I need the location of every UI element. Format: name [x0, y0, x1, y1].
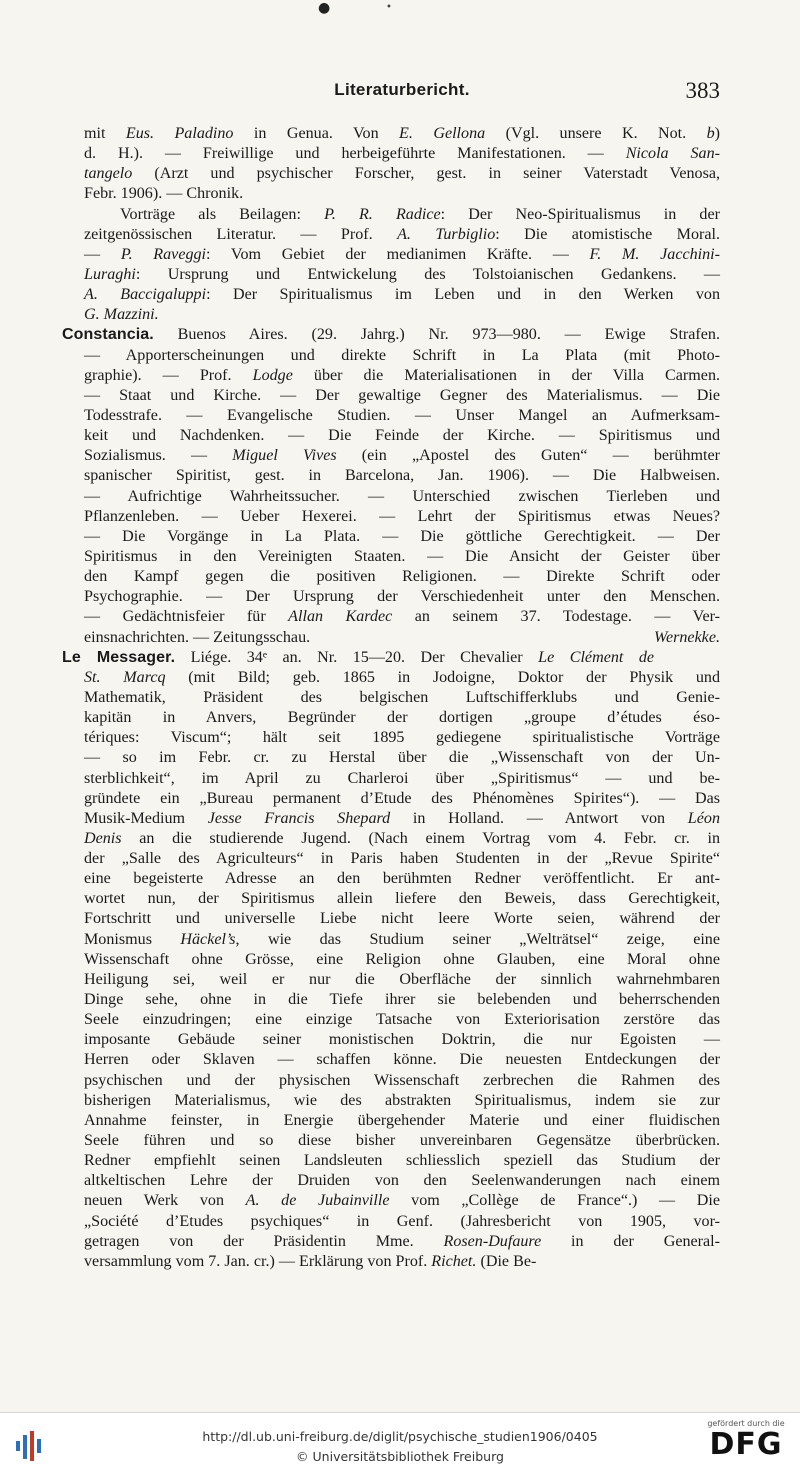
- italic-name: F. M. Jacchini-: [589, 245, 720, 263]
- text-line: [84, 1232, 720, 1252]
- italic-name: Denis: [84, 829, 122, 847]
- text-line: [84, 225, 720, 245]
- line-text: Spiritismus in den Vereinigten Staaten. — Die Ansicht der Geister über: [84, 547, 720, 565]
- line-text: (Die Be-: [476, 1252, 537, 1270]
- italic-name: Richet.: [431, 1252, 477, 1270]
- line-text: in Genua. Von: [233, 125, 400, 142]
- periodical-title: Le Messager.: [62, 648, 176, 666]
- italic-name: Le Clément de: [538, 648, 655, 666]
- text-line: [84, 245, 720, 265]
- italic-name: G. Mazzini.: [84, 306, 159, 324]
- line-text: sterblichkeit“, im April zu Charleroi über „Spiritismus“ — und be-: [84, 769, 720, 787]
- text-line: [84, 446, 720, 466]
- line-text: gründete ein „Bureau permanent d’Etude des Phénomènes Spirites“). — Das: [84, 789, 720, 807]
- paragraph-constancia: [62, 325, 721, 627]
- text-line: [84, 144, 720, 164]
- line-text: getragen von der Präsidentin Mme.: [84, 1232, 444, 1250]
- text-line: [84, 366, 720, 386]
- italic-name: Miguel Vives: [232, 447, 337, 465]
- line-text: Fortschritt und universelle Liebe nicht leere Worte seien, während der: [84, 910, 720, 928]
- text-line: [84, 728, 720, 748]
- italic-name: Lodge: [252, 366, 293, 384]
- page-header: [84, 78, 720, 106]
- line-text: imposante Gebäude seiner monistischen Doktrin, die nur Egoisten —: [84, 1031, 720, 1049]
- text-line: [84, 688, 720, 708]
- italic-name: b: [706, 125, 715, 142]
- text-line: [84, 1171, 720, 1191]
- italic-name: Eus. Paladino: [125, 125, 234, 142]
- line-text: : Die atomistische Moral.: [495, 225, 721, 243]
- text-line: [84, 1071, 720, 1091]
- italic-name: P. Raveggi: [120, 245, 207, 263]
- line-text: (mit Bild; geb. 1865 in Jodoigne, Doktor der Physik und: [165, 668, 720, 686]
- text-line: [84, 386, 720, 406]
- italic-name: Léon: [687, 809, 720, 827]
- line-text: altkeltischen Lehre der Druiden von den Seelenwanderungen nach einem: [84, 1172, 720, 1190]
- line-text: zeitgenössischen Literatur. — Prof.: [84, 225, 398, 243]
- text-line: [84, 869, 720, 889]
- text-line: [84, 205, 720, 225]
- line-text: : Ursprung und Entwickelung des Tolstoianischen Gedankens. —: [135, 265, 720, 283]
- author-signature: Wernekke.: [654, 628, 720, 646]
- text-line: [84, 587, 720, 607]
- text-line: [84, 547, 720, 567]
- line-text: keit und Nachdenken. — Die Feinde der Kirche. — Spiritismus und: [84, 427, 720, 445]
- italic-name: E. Gellona: [399, 125, 486, 142]
- text-line: [84, 930, 720, 950]
- text-line: [84, 809, 720, 829]
- line-text: : Der Neo-Spiritualismus in der: [440, 205, 720, 223]
- text-line: [84, 708, 720, 728]
- text-line: [84, 406, 720, 426]
- text-line: [84, 1151, 720, 1171]
- text-line: [84, 769, 720, 789]
- paragraph-paladino: [84, 124, 720, 205]
- line-text: spanischer Spiritist, gest. in Barcelona, Jan. 1906). — Die Halbweisen.: [84, 467, 720, 485]
- scan-mark: •: [386, 2, 392, 13]
- text-line: [84, 909, 720, 929]
- italic-name: Luraghi: [84, 265, 136, 283]
- text-line: [84, 789, 720, 809]
- italic-name: P. R. Radice: [324, 205, 441, 223]
- line-text: an die studierende Jugend. (Nach einem Vortrag vom 4. Febr. cr. in: [121, 829, 720, 847]
- italic-name: St. Marcq: [84, 668, 166, 686]
- text-line: [84, 124, 720, 144]
- text-line: [84, 668, 720, 688]
- line-text: wortet nun, der Spiritismus allein liefere den Beweis, dass Gerechtigkeit,: [84, 890, 720, 908]
- text-line: [62, 648, 720, 668]
- line-text: Febr. 1906). — Chronik.: [84, 185, 244, 203]
- text-line: [84, 1050, 720, 1070]
- italic-name: Häckel’s: [180, 930, 236, 948]
- italic-name: A. Turbiglio: [397, 225, 496, 243]
- text-line: [84, 607, 720, 627]
- text-line: [84, 1030, 720, 1050]
- italic-name: Rosen-Dufaure: [443, 1232, 542, 1250]
- line-text: tériques: Viscum“; hält seit 1895 gediegene spiritualistische Vorträge: [84, 729, 720, 747]
- line-text: in der General-: [541, 1232, 720, 1250]
- line-text: bisherigen Materialismus, wie des abstrakten Spiritualismus, indem sie zur: [84, 1091, 720, 1109]
- line-text: Dinge sehe, ohne in die Tiefe ihrer sie belebenden und beherrschenden: [84, 991, 720, 1009]
- line-text: „Société d’Etudes psychiques“ in Genf. (Jahresbericht von 1905, vor-: [84, 1212, 720, 1230]
- line-text: den Kampf gegen die positiven Religionen. — Direkte Schrift oder: [84, 568, 720, 586]
- text-line: [84, 970, 720, 990]
- italic-name: Allan Kardec: [288, 608, 393, 626]
- periodical-title: Constancia.: [62, 326, 154, 344]
- text-line: [84, 426, 720, 446]
- text-line: [84, 1131, 720, 1151]
- text-line: [84, 265, 720, 285]
- text-line: [84, 487, 720, 507]
- line-text: — so im Febr. cr. zu Herstal über die „Wissenschaft von der Un-: [84, 749, 720, 767]
- text-line: [84, 1111, 720, 1131]
- page-text: [62, 124, 721, 1272]
- text-line: [84, 748, 720, 768]
- line-text: Heiligung sei, weil er nur die Oberfläche der sinnlich wahrnehmbaren: [84, 970, 720, 988]
- line-text: (Vgl. unsere K. Not.: [485, 125, 707, 142]
- line-text: mit: [84, 125, 126, 142]
- line-text: : Der Spiritualismus im Leben und in den Werken von: [206, 286, 720, 304]
- text-line: [84, 849, 720, 869]
- line-text: Redner empfiehlt seinen Landsleuten schliesslich speziell das Studium der: [84, 1152, 720, 1170]
- line-text: , wie das Studium seiner „Welträtsel“ zeige, eine: [235, 930, 720, 948]
- line-text: — Aufrichtige Wahrheitssucher. — Unterschied zwischen Tierleben und: [84, 487, 720, 505]
- text-line: [84, 889, 720, 909]
- footer-bar: [0, 1412, 800, 1473]
- text-line: [84, 628, 720, 648]
- line-text: in Holland. — Antwort von: [390, 809, 688, 827]
- text-line: [84, 829, 720, 849]
- text-line: [84, 950, 720, 970]
- italic-name: A. Baccigaluppi: [84, 286, 207, 304]
- scan-mark: ●: [318, 0, 331, 16]
- line-text: Seele führen und so diese bisher unvereinbaren Gegensätze überbrücken.: [84, 1132, 720, 1150]
- line-text: Annahme feinster, in Energie übergehender Materie und einer fluidischen: [84, 1111, 720, 1129]
- text-line: [84, 527, 720, 547]
- text-line: [62, 325, 720, 345]
- line-text: d. H.). — Freiwillige und herbeigeführte Manifestationen. —: [84, 145, 626, 163]
- line-text: Mathematik, Präsident des belgischen Luftschifferklubs und Genie-: [84, 688, 720, 706]
- text-line: [84, 1252, 720, 1272]
- text-line: [84, 567, 720, 587]
- line-text: Liége. 34ᵉ an. Nr. 15—20. Der Chevalier: [175, 648, 539, 666]
- line-text: (ein „Apostel des Guten“ — berühmter: [336, 447, 720, 465]
- italic-name: Jesse Francis Shepard: [207, 809, 391, 827]
- text-line: [84, 184, 720, 204]
- line-text: Monismus: [84, 930, 181, 948]
- text-line: [84, 1191, 720, 1211]
- line-text: an seinem 37. Todestage. — Ver-: [392, 608, 720, 626]
- line-text: — Apporterscheinungen und direkte Schrift in La Plata (mit Photo-: [84, 346, 720, 364]
- line-text: neuen Werk von: [84, 1192, 246, 1210]
- line-text: psychischen und der physischen Wissenschaft zerbrechen die Rahmen des: [84, 1071, 720, 1089]
- line-text: Wissenschaft ohne Grösse, eine Religion ohne Glauben, eine Moral ohne: [84, 950, 720, 968]
- line-text: Psychographie. — Der Ursprung der Verschiedenheit unter den Menschen.: [84, 588, 720, 606]
- italic-name: A. de Jubainville: [245, 1192, 390, 1210]
- line-text: (Arzt und psychischer Forscher, gest. in seiner Vaterstadt Venosa,: [132, 165, 720, 183]
- paragraph-beilagen: [84, 205, 720, 326]
- italic-name: tangelo: [84, 165, 133, 183]
- line-text: Musik-Medium: [84, 809, 208, 827]
- funded-by-label: gefördert durch die: [707, 1419, 785, 1428]
- line-text: graphie). — Prof.: [84, 366, 253, 384]
- line-text: einsnachrichten. — Zeitungsschau.: [84, 628, 311, 646]
- text-line: [84, 990, 720, 1010]
- running-title: Literaturbericht.: [334, 80, 470, 99]
- text-line: [84, 346, 720, 366]
- line-text: vom „Collège de France“.) — Die: [389, 1192, 720, 1210]
- line-text: —: [84, 245, 121, 263]
- line-text: Sozialismus. —: [84, 447, 233, 465]
- italic-name: Nicola San-: [625, 145, 721, 163]
- permalink-url[interactable]: http://dl.ub.uni-freiburg.de/diglit/psychische_studien1906/0405: [202, 1429, 598, 1444]
- page-number: 383: [685, 78, 720, 103]
- dfg-funding-logo: [704, 1419, 788, 1462]
- text-line: [84, 507, 720, 527]
- dfg-logo: DFG: [709, 1427, 783, 1462]
- text-line: [84, 1212, 720, 1232]
- line-text: Buenos Aires. (29. Jahrg.) Nr. 973—980. — Ewige Strafen.: [153, 326, 720, 344]
- line-text: — Die Vorgänge in La Plata. — Die göttliche Gerechtigkeit. — Der: [84, 527, 720, 545]
- line-text: über die Materialisationen in der Villa Carmen.: [292, 366, 721, 384]
- text-line: [84, 1091, 720, 1111]
- line-text: der „Salle des Agriculteurs“ in Paris haben Studenten in der „Revue Spirite“: [84, 850, 720, 868]
- text-line: [84, 285, 720, 305]
- line-text: versammlung vom 7. Jan. cr.) — Erklärung von Prof.: [84, 1252, 432, 1270]
- line-text: eine begeisterte Adresse an den berühmten Redner veröffentlicht. Er ant-: [84, 870, 720, 888]
- line-text: Seele einzudringen; eine einzige Tatsache von Exteriorisation zerstöre das: [84, 1011, 720, 1029]
- line-text: kapitän in Anvers, Begründer der dortigen „groupe d’études éso-: [84, 709, 720, 727]
- line-text: Herren oder Sklaven — schaffen könne. Die neuesten Entdeckungen der: [84, 1051, 720, 1069]
- line-text: : Vom Gebiet der medianimen Kräfte. —: [206, 245, 590, 263]
- text-line: [84, 305, 720, 325]
- line-text: Vorträge als Beilagen:: [120, 205, 325, 223]
- text-line: [84, 164, 720, 184]
- text-line: [84, 1010, 720, 1030]
- line-text: — Gedächtnisfeier für: [84, 608, 289, 626]
- line-text: ): [714, 125, 720, 142]
- line-text: Todesstrafe. — Evangelische Studien. — Unser Mangel an Aufmerksam-: [84, 406, 720, 424]
- line-text: Pflanzenleben. — Ueber Hexerei. — Lehrt der Spiritismus etwas Neues?: [84, 507, 720, 525]
- entry-le-messager: [62, 648, 720, 1272]
- entry-constancia: [62, 325, 721, 647]
- text-line: [84, 466, 720, 486]
- line-text: — Staat und Kirche. — Der gewaltige Gegner des Materialismus. — Die: [84, 386, 720, 404]
- copyright-notice: © Universitätsbibliothek Freiburg: [296, 1449, 504, 1464]
